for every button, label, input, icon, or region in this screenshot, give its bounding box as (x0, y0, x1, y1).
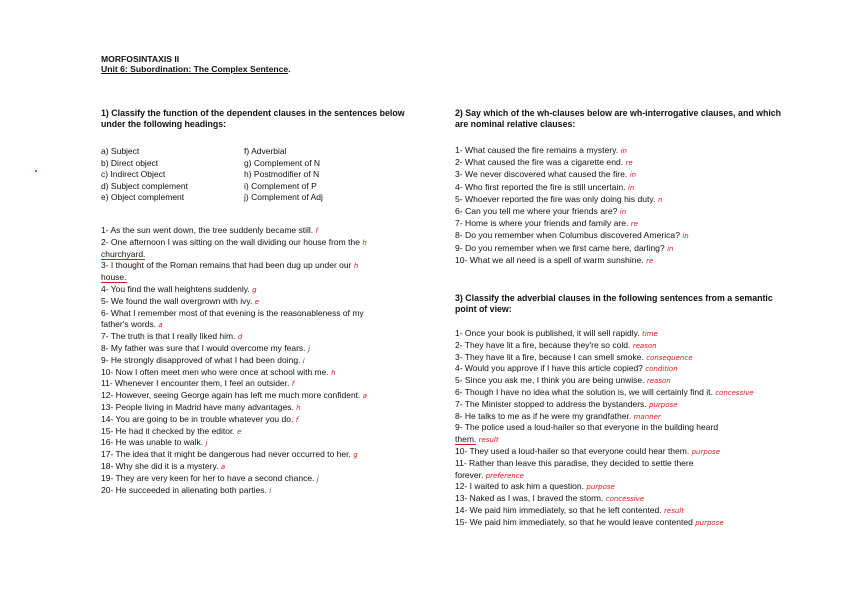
sentence-line: 6- What I remember most of that evening is the reasonableness of my (101, 307, 364, 318)
sentence-line: 11- Whenever I encounter them, I feel an outsider. f (101, 378, 295, 389)
adverbial-sentence: 10- They used a loud-hailer so that everyone could hear them. purpose (455, 445, 721, 456)
exercise1-headings-left (101, 146, 188, 204)
sentence-line: 5- We found the wall overgrown with ivy. e (101, 295, 260, 306)
wh-sentence: 9- Do you remember when we first came here, darling? in (455, 242, 674, 253)
sentence-line: 7- The truth is that I really liked him. d (101, 331, 243, 342)
sentence-line: 2- One afternoon I was sitting on the wall dividing our house from the h (101, 236, 367, 247)
sentence-line: churchyard. (101, 248, 146, 259)
adverbial-sentence: forever. preference (455, 469, 524, 480)
heading-a: a) Subject (101, 146, 140, 156)
wh-sentence: 7- Home is where your friends and family are. re (455, 218, 638, 229)
heading-c: c) Indirect Object (101, 169, 166, 180)
wh-sentence: 4- Who first reported the fire is still uncertain. in (455, 181, 635, 192)
adverbial-sentence: 7- The Minister stopped to address the bystanders. purpose (455, 398, 678, 409)
adverbial-sentence: 11- Rather than leave this paradise, they decided to settle there (455, 457, 694, 468)
wh-sentence: 1- What caused the fire remains a mystery. in (455, 145, 627, 155)
adverbial-sentence: 6- Though I have no idea what the solution is, we will certainly find it. concessive (455, 386, 754, 397)
sentence-line: 10- Now I often meet men who were once at school with me. h (101, 366, 336, 377)
sentence-line: 1- As the sun went down, the tree suddenly became still. f (101, 225, 318, 235)
sentence-line: 8- My father was sure that I would overcome my fears. j (101, 342, 310, 353)
wh-sentence: 5- Whoever reported the fire was only doing his duty. n (455, 193, 663, 204)
sentence-line: father's words. a (101, 319, 163, 330)
sentence-line: 4- You find the wall heightens suddenly. g (101, 283, 257, 294)
heading-j: j) Complement of Adj (244, 192, 323, 203)
heading-b: b) Direct object (101, 157, 159, 168)
exercise3-title: 3) Classify the adverbial clauses in the following sentences from a semantic point of view: (455, 293, 773, 314)
unit-title-text: Unit 6: Subordination: The Complex Sentence (101, 64, 289, 74)
adverbial-sentence: 3- They have lit a fire, because I can smell smoke. consequence (455, 351, 693, 362)
sentence-line: 18- Why she did it is a mystery. a (101, 460, 226, 471)
adverbial-sentence: 15- We paid him immediately, so that he would leave contented purpose (455, 516, 724, 527)
adverbial-sentence: 1- Once your book is published, it will sell rapidly. time (455, 328, 658, 338)
heading-d: d) Subject complement (101, 180, 188, 191)
heading-e: e) Object complement (101, 192, 185, 203)
exercise1-headings-right (244, 146, 323, 204)
sentence-line: house. (101, 272, 127, 283)
margin-mark (35, 170, 37, 172)
sentence-line: 12- However, seeing George again has left me much more confident. a (101, 390, 368, 401)
wh-sentence: 3- We never discovered what caused the fire. in (455, 169, 637, 180)
adverbial-sentence: 8- He talks to me as if he were my grandfather. manner (455, 410, 661, 421)
sentence-line: 15- He had it checked by the editor. e (101, 425, 242, 436)
sentence-line: 16- He was unable to walk. j (101, 437, 208, 448)
exercise2-sentences (455, 145, 689, 267)
adverbial-sentence: 13- Naked as I was, I braved the storm. concessive (455, 493, 645, 504)
sentence-line: 19- They are very keen for her to have a second chance. j (101, 472, 319, 483)
wh-sentence: 6- Can you tell me where your friends are? in (455, 206, 627, 217)
exercise1-title: 1) Classify the function of the dependent clauses in the sentences below under the following headings: (101, 108, 405, 129)
sentence-line: 20- He succeeded in alienating both parties. i (101, 484, 272, 495)
unit-title: Unit 6: Subordination: The Complex Sentence. (101, 64, 291, 74)
adverbial-sentence: 14- We paid him immediately, so that he left contented. result (455, 504, 684, 515)
adverbial-sentence: 12- I waited to ask him a question. purpose (455, 481, 615, 492)
exercise3-sentences (455, 328, 754, 529)
sentence-line: 17- The idea that it might be dangerous had never occurred to her. g (101, 449, 358, 460)
wh-sentence: 2- What caused the fire was a cigarette end. re (455, 157, 633, 168)
sentence-line: 3- I thought of the Roman remains that had been dug up under our h (101, 260, 359, 271)
sentence-line: 13- People living in Madrid have many advantages. h (101, 401, 301, 412)
wh-sentence: 10- What we all need is a spell of warm sunshine. re (455, 254, 654, 265)
course-title: MORFOSINTAXIS II (101, 54, 180, 64)
heading-f: f) Adverbial (244, 146, 287, 156)
adverbial-sentence: 5- Since you ask me, I think you are being unwise. reason (455, 375, 671, 386)
exercise2-title: 2) Say which of the wh-clauses below are wh-interrogative clauses, and which are nominal relative clauses: (455, 108, 782, 129)
adverbial-sentence: 4- Would you approve if I have this article copied? condition (455, 363, 678, 374)
adverbial-sentence: 2- They have lit a fire, because they're so cold. reason (455, 339, 657, 350)
heading-h: h) Postmodifier of N (244, 169, 320, 180)
sentence-line: 9- He strongly disapproved of what I had been doing. i (101, 354, 305, 365)
sentence-line: 14- You are going to be in trouble whatever you do. f (101, 413, 299, 424)
adverbial-sentence: 9- The police used a loud-hailer so that everyone in the building heard (455, 422, 719, 433)
heading-i: i) Complement of P (244, 180, 317, 191)
exercise1-sentences (101, 225, 367, 496)
heading-g: g) Complement of N (244, 157, 321, 168)
wh-sentence: 8- Do you remember when Columbus discovered America? in (455, 230, 689, 241)
adverbial-sentence: them. result (455, 434, 499, 445)
